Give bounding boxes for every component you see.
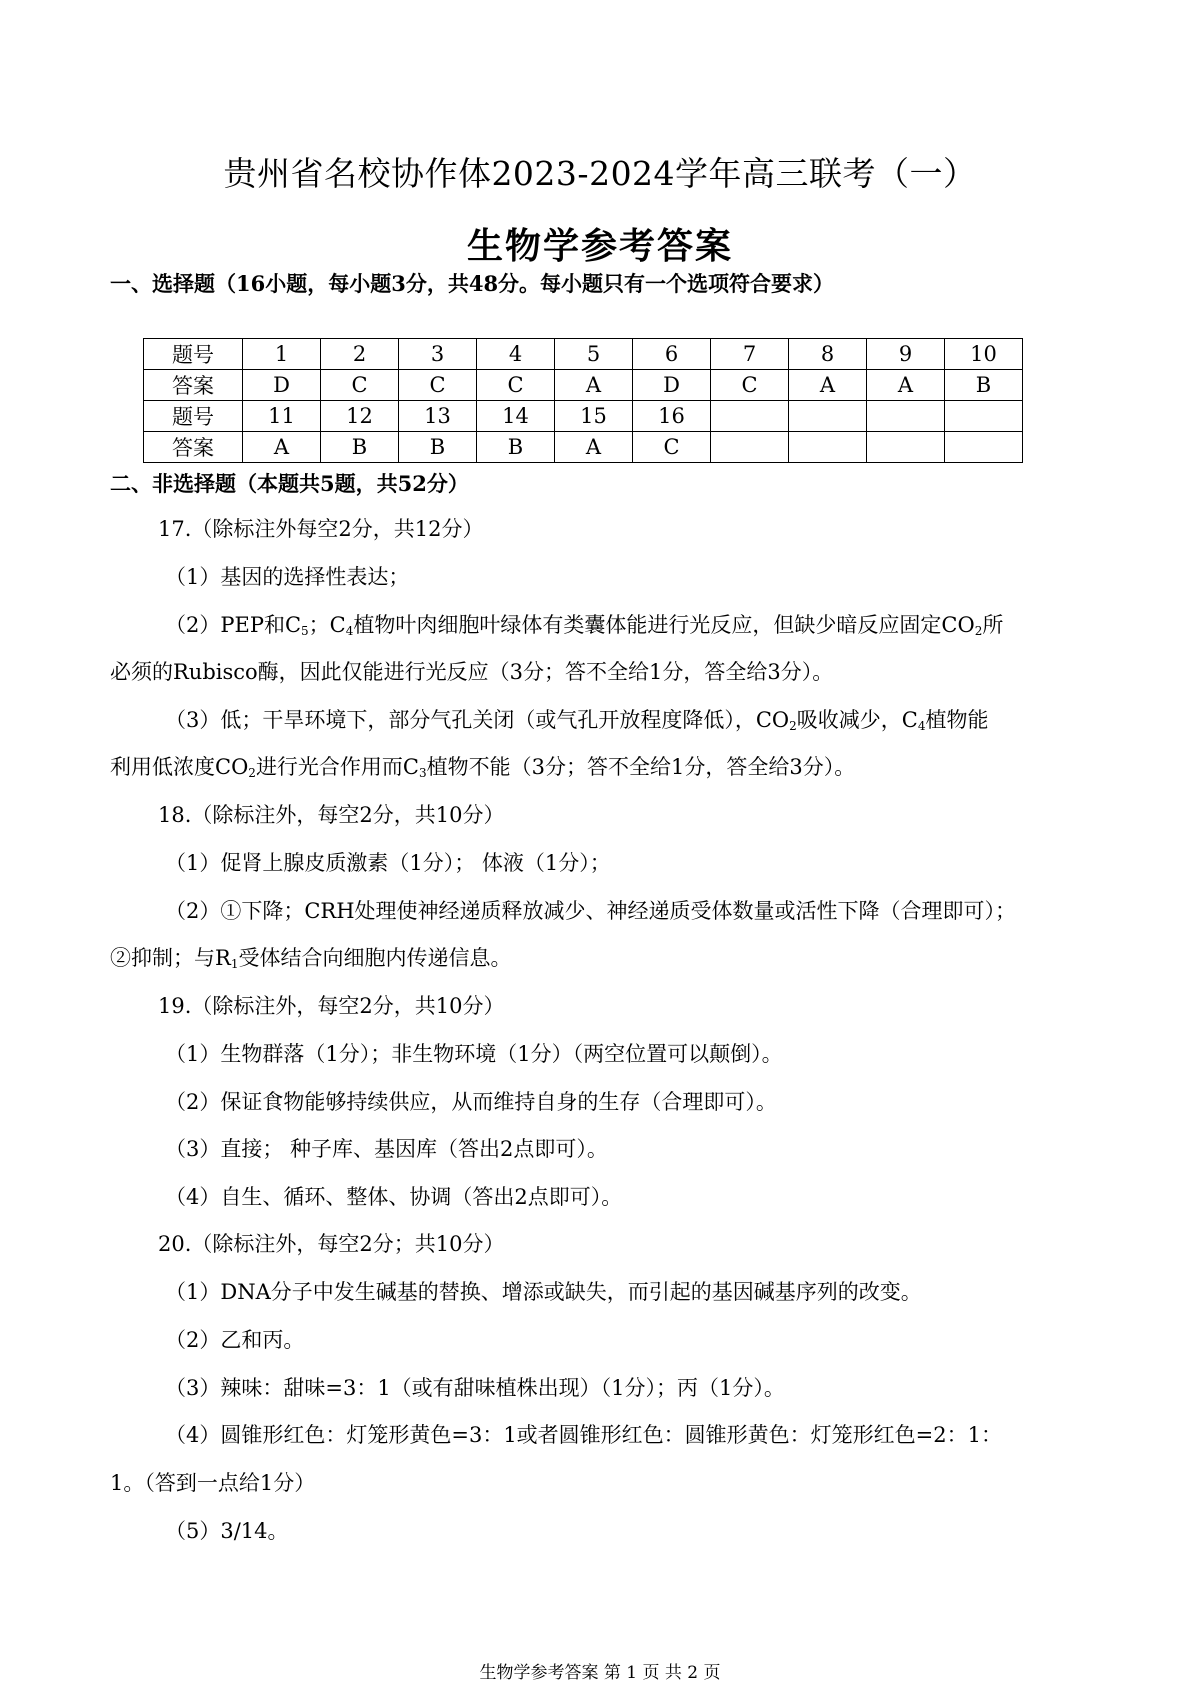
text-span: 植物叶肉细胞叶绿体有类囊体能进行光反应，但缺少暗反应固定CO xyxy=(353,613,975,637)
text-span: 吸收减少，C xyxy=(796,708,918,732)
table-cell: C xyxy=(633,432,711,463)
q20-answer-2: （2）乙和丙。 xyxy=(165,1328,305,1352)
table-row xyxy=(144,401,1023,432)
table-cell: 12 xyxy=(321,401,399,432)
table-cell xyxy=(711,432,789,463)
subscript: 3 xyxy=(419,766,427,780)
q19-answer-2: （2）保证食物能够持续供应，从而维持自身的生存（合理即可）。 xyxy=(165,1090,777,1114)
subscript: 1 xyxy=(230,957,239,971)
table-cell: D xyxy=(243,370,321,401)
q20-answer-4-cont: 1。（答到一点给1分） xyxy=(110,1471,316,1495)
table-cell: B xyxy=(399,432,477,463)
subscript: 4 xyxy=(917,719,926,733)
table-cell: A xyxy=(789,370,867,401)
table-cell: A xyxy=(867,370,945,401)
q19-answer-1: （1）生物群落（1分）；非生物环境（1分）（两空位置可以颠倒）。 xyxy=(165,1042,783,1066)
subscript: 2 xyxy=(248,766,256,780)
text-span: ②抑制；与R xyxy=(110,946,231,970)
table-cell: 13 xyxy=(399,401,477,432)
text-span: 进行光合作用而C xyxy=(255,755,420,779)
subscript: 5 xyxy=(301,624,309,638)
q17-answer-1: （1）基因的选择性表达； xyxy=(165,565,410,589)
page-subtitle: 生物学参考答案 xyxy=(466,225,733,267)
section1-heading: 一、选择题（16小题，每小题3分，共48分。每小题只有一个选项符合要求） xyxy=(110,271,835,296)
table-cell: 6 xyxy=(633,339,711,370)
table-cell xyxy=(867,432,945,463)
q20-answer-5: （5）3/14。 xyxy=(165,1519,289,1543)
q20-answer-1: （1）DNA分子中发生碱基的替换、增添或缺失，而引起的基因碱基序列的改变。 xyxy=(165,1280,922,1304)
table-cell xyxy=(789,401,867,432)
text-span: 植物不能（3分；答不全给1分，答全给3分）。 xyxy=(426,755,856,779)
answer-table xyxy=(143,338,1023,463)
q17-heading: 17.（除标注外每空2分，共12分） xyxy=(158,517,484,541)
q20-heading: 20.（除标注外，每空2分；共10分） xyxy=(158,1232,505,1256)
row-label: 题号 xyxy=(144,339,243,370)
table-cell xyxy=(789,432,867,463)
text-span: 所 xyxy=(982,613,1004,637)
table-row xyxy=(144,432,1023,463)
page-title: 贵州省名校协作体2023-2024学年高三联考（一） xyxy=(223,154,977,193)
text-span: 植物能 xyxy=(925,708,989,732)
q17-answer-3 xyxy=(165,705,989,735)
table-cell: 2 xyxy=(321,339,399,370)
table-cell: C xyxy=(399,370,477,401)
table-cell: 14 xyxy=(477,401,555,432)
table-cell: D xyxy=(633,370,711,401)
table-cell: B xyxy=(945,370,1023,401)
q18-answer-2: （2）①下降；CRH处理使神经递质释放减少、神经递质受体数量或活性下降（合理即可）； xyxy=(165,899,1017,923)
table-cell xyxy=(945,432,1023,463)
q19-answer-4: （4）自生、循环、整体、协调（答出2点即可）。 xyxy=(165,1185,623,1209)
table-row xyxy=(144,370,1023,401)
q18-heading: 18.（除标注外，每空2分，共10分） xyxy=(158,803,505,827)
table-cell: 1 xyxy=(243,339,321,370)
table-cell xyxy=(711,401,789,432)
table-cell: 15 xyxy=(555,401,633,432)
row-label: 题号 xyxy=(144,401,243,432)
table-cell: 3 xyxy=(399,339,477,370)
text-span: 利用低浓度CO xyxy=(110,755,249,779)
table-cell: 9 xyxy=(867,339,945,370)
table-cell xyxy=(945,401,1023,432)
row-label: 答案 xyxy=(144,432,243,463)
table-cell: A xyxy=(243,432,321,463)
table-cell: A xyxy=(555,370,633,401)
table-cell: B xyxy=(321,432,399,463)
q17-answer-2-cont: 必须的Rubisco酶，因此仅能进行光反应（3分；答不全给1分，答全给3分）。 xyxy=(110,660,834,684)
subscript: 4 xyxy=(345,624,354,638)
table-cell: B xyxy=(477,432,555,463)
subscript: 2 xyxy=(789,719,797,733)
text-span: （3）低；干旱环境下，部分气孔关闭（或气孔开放程度降低），CO xyxy=(165,708,790,732)
q20-answer-4: （4）圆锥形红色：灯笼形黄色=3：1或者圆锥形红色：圆锥形黄色：灯笼形红色=2：1： xyxy=(165,1423,1002,1447)
table-cell: C xyxy=(711,370,789,401)
text-span: （2）PEP和C xyxy=(165,613,302,637)
text-span: ；C xyxy=(308,613,346,637)
table-cell: A xyxy=(555,432,633,463)
q19-heading: 19.（除标注外，每空2分，共10分） xyxy=(158,994,505,1018)
table-cell: 7 xyxy=(711,339,789,370)
q17-answer-3-cont xyxy=(110,752,1095,782)
text-span: 受体结合向细胞内传递信息。 xyxy=(238,946,512,970)
row-label: 答案 xyxy=(144,370,243,401)
table-cell: 5 xyxy=(555,339,633,370)
section2-heading: 二、非选择题（本题共5题，共52分） xyxy=(110,471,469,496)
table-cell: 8 xyxy=(789,339,867,370)
q18-answer-2-cont xyxy=(110,943,1095,973)
q20-answer-3: （3）辣味：甜味=3：1（或有甜味植株出现）（1分）；丙（1分）。 xyxy=(165,1376,785,1400)
q19-answer-3: （3）直接； 种子库、基因库（答出2点即可）。 xyxy=(165,1137,608,1161)
table-cell: 16 xyxy=(633,401,711,432)
table-cell: 4 xyxy=(477,339,555,370)
table-cell: C xyxy=(321,370,399,401)
q17-answer-2 xyxy=(165,610,1003,640)
table-cell: 10 xyxy=(945,339,1023,370)
table-cell xyxy=(867,401,945,432)
table-row xyxy=(144,339,1023,370)
subscript: 2 xyxy=(974,624,983,638)
q18-answer-1: （1）促肾上腺皮质激素（1分）； 体液（1分）； xyxy=(165,851,611,875)
page-footer: 生物学参考答案 第 1 页 共 2 页 xyxy=(479,1663,721,1683)
table-cell: 11 xyxy=(243,401,321,432)
table-cell: C xyxy=(477,370,555,401)
